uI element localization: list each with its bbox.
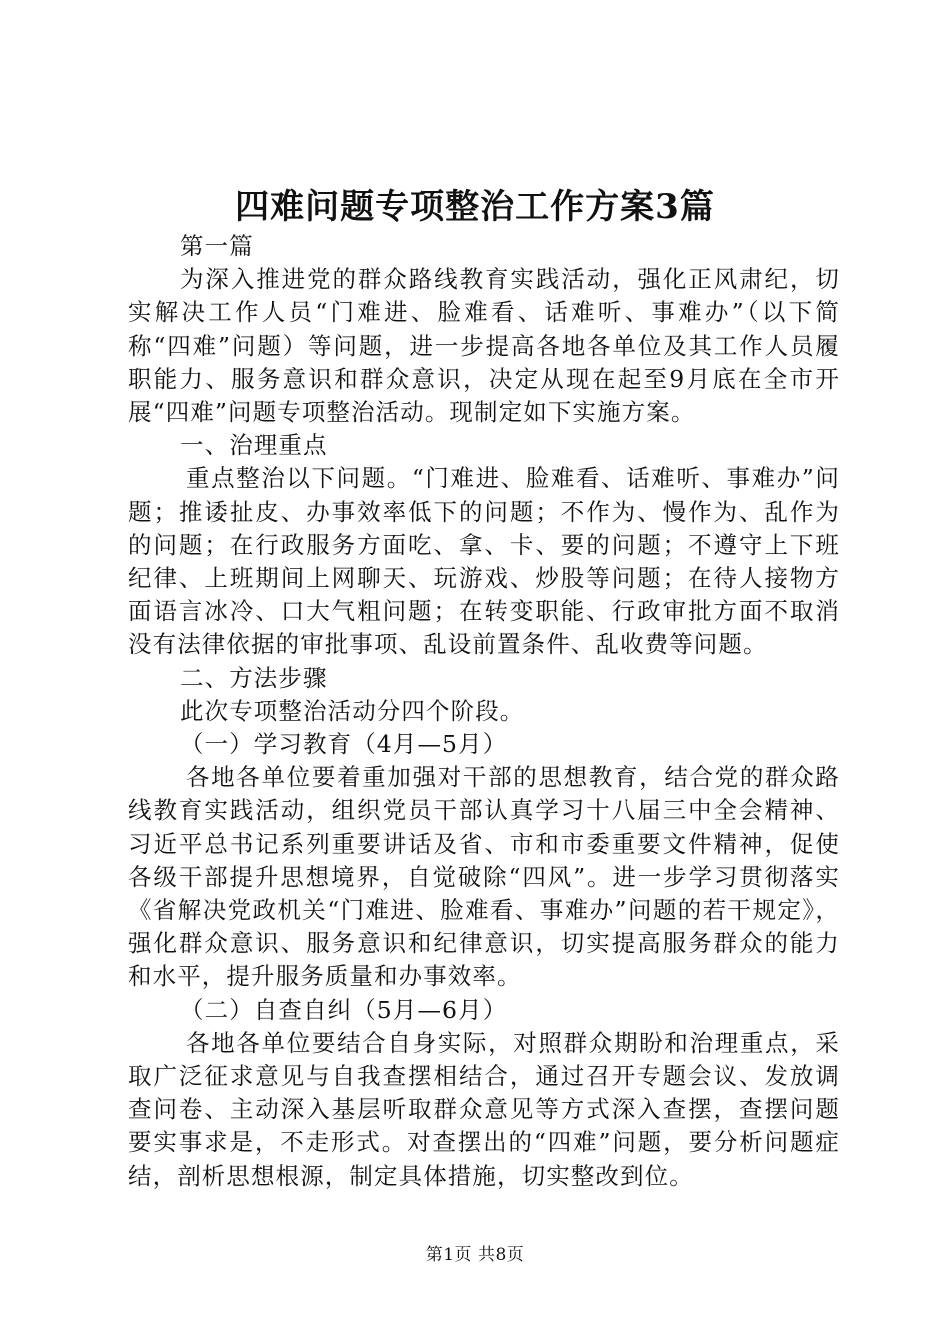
governance-focus-paragraph: 重点整治以下问题。“门难进、脸难看、话难听、事难办”问题；推诿扯皮、办事效率低下的问题；不作为、慢作为、乱作为的问题；在行政服务方面吃、拿、卡、要的问题；不遵守上下班纪律、上班期间上网聊天、玩游戏、炒股等问题；在待人接物方面语言冰冷、口大气粗问题；在转变职能、行政审批方面不取消没有法律依据的审批事项、乱设前置条件、乱收费等问题。 [128, 464, 840, 659]
section-heading-part-one: 第一篇 [180, 232, 254, 260]
intro-paragraph: 为深入推进党的群众路线教育实践活动，强化正风肃纪，切实解决工作人员“门难进、脸难看、话难听、事难办”（以下简称“四难”问题）等问题，进一步提高各地各单位及其工作人员履职能力、服务意识和群众意识，决定从现在起至9月底在全市开展“四难”问题专项整治活动。现制定如下实施方案。 [128, 265, 840, 427]
subheading-self-inspection: （二）自查自纠（5月—6月） [180, 995, 508, 1024]
study-education-paragraph: 各地各单位要着重加强对干部的思想教育，结合党的群众路线教育实践活动，组织党员干部认真学习十八届三中全会精神、习近平总书记系列重要讲话及省、市和市委重要文件精神，促使各级干部提升思想境界，自觉破除“四风”。进一步学习贯彻落实《省解决党政机关“门难进、脸难看、事难办”问题的若干规定》，强化群众意识、服务意识和纪律意识，切实提高服务群众的能力和水平，提升服务质量和办事效率。 [128, 763, 840, 991]
section-heading-governance-focus: 一、治理重点 [180, 431, 328, 460]
subheading-study-education: （一）学习教育（4月—5月） [180, 730, 508, 759]
document-body [128, 230, 840, 1193]
page-number-footer: 第1页 共8页 [425, 1245, 525, 1265]
section-heading-method-steps: 二、方法步骤 [180, 663, 328, 692]
four-stages-paragraph: 此次专项整治活动分四个阶段。 [180, 696, 525, 725]
self-inspection-paragraph: 各地各单位要结合自身实际，对照群众期盼和治理重点，采取广泛征求意见与自我查摆相结合，通过召开专题会议、发放调查问卷、主动深入基层听取群众意见等方式深入查摆，查摆问题要实事求是，不走形式。对查摆出的“四难”问题，要分析问题症结，剖析思想根源，制定具体措施，切实整改到位。 [128, 1028, 840, 1190]
document-title: 四难问题专项整治工作方案3篇 [235, 187, 715, 227]
